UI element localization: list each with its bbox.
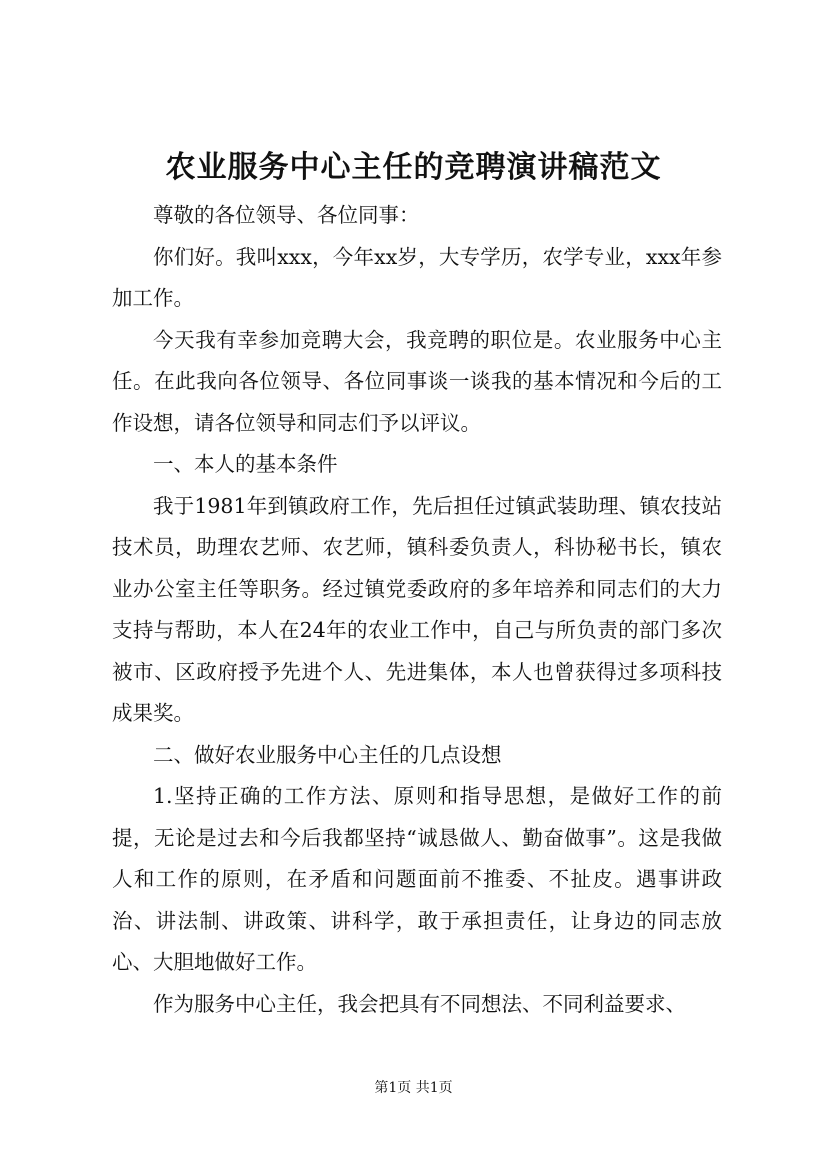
section-heading-2: 二、做好农业服务中心主任的几点设想 — [153, 742, 502, 767]
paragraph-salutation: 尊敬的各位领导、各位同事： — [153, 203, 420, 227]
section-heading-1: 一、本人的基本条件 — [153, 452, 338, 476]
paragraph-intro: 今天我有幸参加竞聘大会，我竞聘的职位是。农业服务中心主任。在此我向各位领导、各位同事谈一谈我的基本情况和今后的工作设想，请各位领导和同志们予以评议。 — [112, 327, 722, 435]
paragraph-continuation: 作为服务中心主任，我会把具有不同想法、不同利益要求、 — [153, 991, 686, 1016]
paragraph-point-1: 1.坚持正确的工作方法、原则和指导思想，是做好工作的前提，无论是过去和今后我都坚持“诚恳做人、勤奋做事”。这是我做人和工作的原则，在矛盾和问题面前不推委、不扯皮。遇事讲政治、讲法制、讲政策、讲科学，敢于承担责任，让身边的同志放心、大胆地做好工作。 — [112, 784, 722, 974]
paragraph-background: 我于1981年到镇政府工作，先后担任过镇武装助理、镇农技站技术员，助理农艺师、农艺师，镇科委负责人，科协秘书长，镇农业办公室主任等职务。经过镇党委政府的多年培养和同志们的大力支持与帮助，本人在24年的农业工作中，自己与所负责的部门多次被市、区政府授予先进个人、先进集体，本人也曾获得过多项科技成果奖。 — [112, 493, 722, 725]
document-title: 农业服务中心主任的竞聘演讲稿范文 — [165, 150, 662, 185]
paragraph-greeting: 你们好。我叫xxx，今年xx岁，大专学历，农学专业，xxx年参加工作。 — [112, 244, 722, 310]
page-footer: 第1页 共1页 — [374, 1080, 453, 1096]
document-body — [112, 195, 722, 1025]
